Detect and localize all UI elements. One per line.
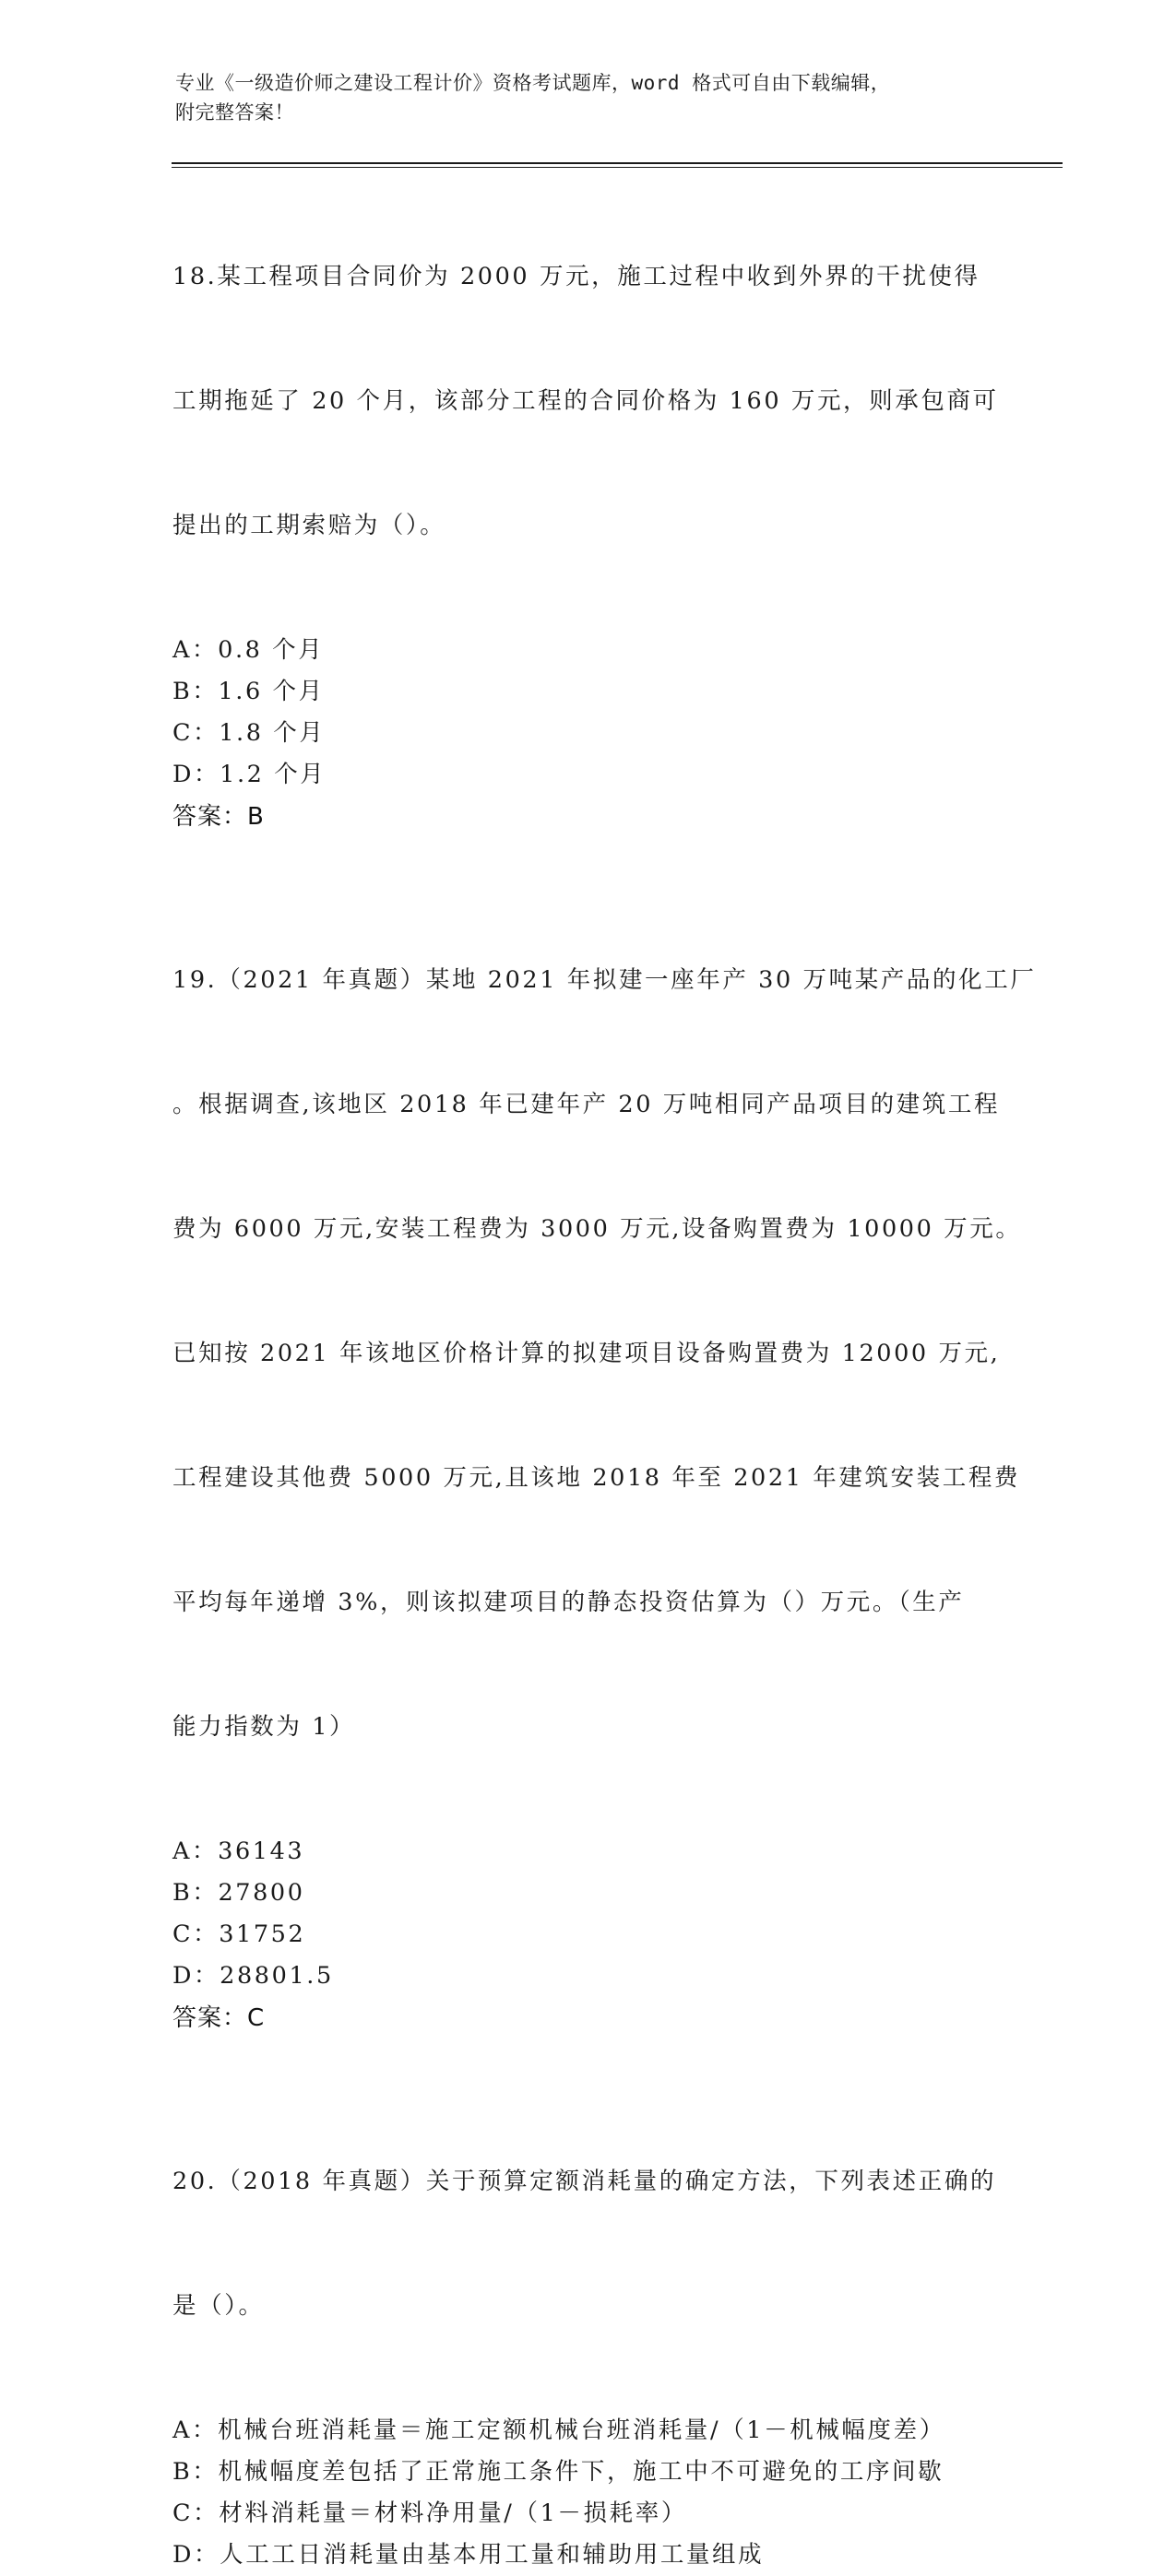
question-18	[172, 173, 1003, 838]
option-a: A：0.8 个月	[172, 636, 325, 664]
header-line-1: 专业《一级造价师之建设工程计价》资格考试题库，word 格式可自由下载编辑，	[175, 72, 891, 94]
option-c: C：材料消耗量＝材料净用量/（1－损耗率）	[172, 2499, 687, 2527]
header-line-2: 附完整答案！	[175, 101, 294, 124]
answer-label: 答案：C	[172, 2004, 266, 2032]
stem-line: 提出的工期索赔为（）。	[172, 512, 446, 539]
stem-line: 已知按 2021 年该地区价格计算的拟建项目设备购置费为 12000 万元,	[172, 1340, 1001, 1367]
answer-label: 答案：B	[172, 803, 265, 831]
stem-line: 18.某工程项目合同价为 2000 万元，施工过程中收到外界的干扰使得	[172, 263, 980, 290]
question-stem	[172, 173, 1003, 630]
option-b: B：机械幅度差包括了正常施工条件下，施工中不可避免的工序间歇	[172, 2458, 944, 2486]
option-a: A：36143	[172, 1837, 305, 1865]
stem-line: 是（）。	[172, 2292, 265, 2320]
question-20	[172, 2078, 1003, 2576]
option-b: B：27800	[172, 1879, 305, 1907]
stem-line: 。根据调查,该地区 2018 年已建年产 20 万吨相同产品项目的建筑工程	[172, 1091, 1001, 1118]
option-c: C：31752	[172, 1920, 306, 1948]
option-d: D：1.2 个月	[172, 761, 327, 788]
stem-line: 20.（2018 年真题）关于预算定额消耗量的确定方法，下列表述正确的	[172, 2168, 997, 2195]
stem-line: 平均每年递增 3%，则该拟建项目的静态投资估算为（）万元。（生产	[172, 1589, 965, 1616]
option-a: A：机械台班消耗量＝施工定额机械台班消耗量/（1－机械幅度差）	[172, 2416, 945, 2444]
question-stem	[172, 2078, 1003, 2410]
stem-line: 费为 6000 万元,安装工程费为 3000 万元,设备购置费为 10000 万元。	[172, 1215, 1022, 1243]
option-d: D：28801.5	[172, 1962, 334, 1990]
option-b: B：1.6 个月	[172, 678, 325, 705]
option-c: C：1.8 个月	[172, 719, 326, 747]
question-spacer	[172, 2039, 1003, 2078]
option-d: D：人工工日消耗量由基本用工量和辅助用工量组成	[172, 2541, 765, 2569]
header-divider-thick	[172, 162, 1063, 164]
stem-line: 能力指数为 1）	[172, 1713, 356, 1741]
stem-line: 工程建设其他费 5000 万元,且该地 2018 年至 2021 年建筑安装工程费	[172, 1464, 1021, 1492]
question-19	[172, 877, 1037, 2039]
document-header	[175, 68, 987, 127]
question-stem	[172, 877, 1037, 1831]
stem-line: 19.（2021 年真题）某地 2021 年拟建一座年产 30 万吨某产品的化工厂	[172, 966, 1037, 994]
question-list	[172, 173, 1037, 2576]
header-divider-thin	[172, 167, 1063, 168]
stem-line: 工期拖延了 20 个月，该部分工程的合同价格为 160 万元，则承包商可	[172, 387, 999, 415]
question-spacer	[172, 838, 1003, 877]
